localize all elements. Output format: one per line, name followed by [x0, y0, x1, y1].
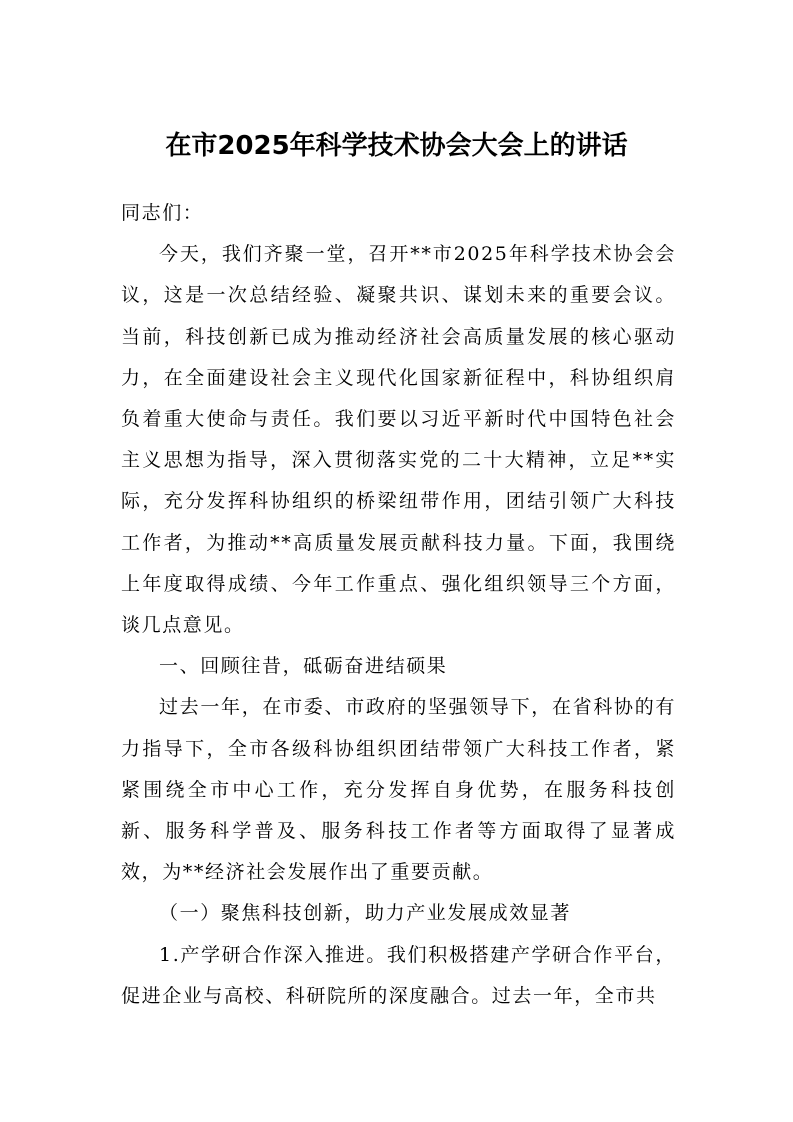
paragraph-review: 过去一年，在市委、市政府的坚强领导下，在省科协的有力指导下，全市各级科协组织团结带领广大科技工作者，紧紧围绕全市中心工作，充分发挥自身优势，在服务科技创新、服务科学普及、服务科技工作者等方面取得了显著成效，为**经济社会发展作出了重要贡献。: [121, 696, 676, 884]
subsection-heading-1: （一）聚焦科技创新，助力产业发展成效显著: [159, 902, 572, 925]
document-body: [121, 193, 676, 1017]
salutation: 同志们：: [121, 202, 204, 224]
paragraph-opening: 今天，我们齐聚一堂，召开**市2025年科学技术协会会议，这是一次总结经验、凝聚共识、谋划未来的重要会议。当前，科技创新已成为推动经济社会高质量发展的核心驱动力，在全面建设社会主义现代化国家新征程中，科协组织肩负着重大使命与责任。我们要以习近平新时代中国特色社会主义思想为指导，深入贯彻落实党的二十大精神，立足**实际，充分发挥科协组织的桥梁纽带作用，团结引领广大科技工作者，为推动**高质量发展贡献科技力量。下面，我围绕上年度取得成绩、今年工作重点、强化组织领导三个方面，谈几点意见。: [121, 243, 676, 637]
document-title: 在市2025年科学技术协会大会上的讲话: [165, 131, 628, 161]
section-heading-1: 一、回顾往昔，砥砺奋进结硕果: [159, 655, 448, 678]
paragraph-item-1: 1.产学研合作深入推进。我们积极搭建产学研合作平台，促进企业与高校、科研院所的深度融合。过去一年，全市共: [121, 943, 676, 1007]
